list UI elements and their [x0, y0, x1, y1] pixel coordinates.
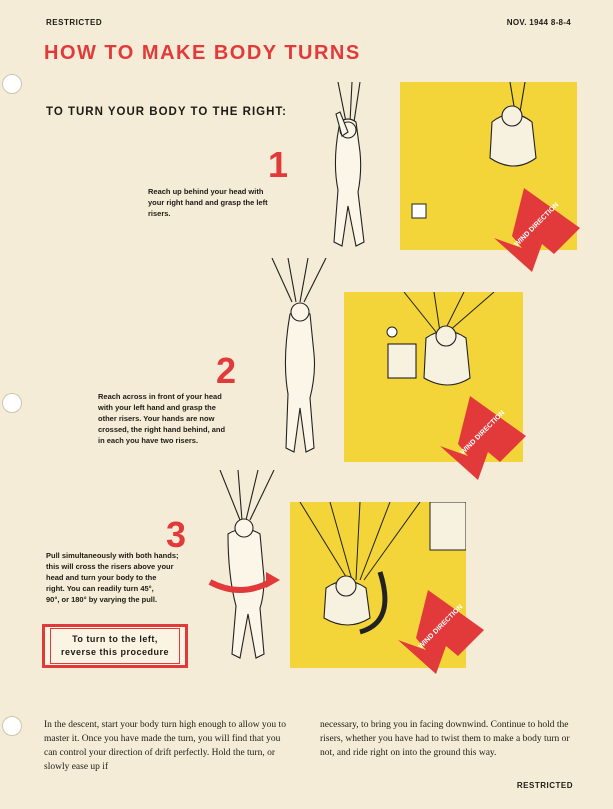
date-code: NOV. 1944 8-8-4: [506, 18, 571, 27]
classification-header: RESTRICTED: [46, 18, 103, 27]
binder-hole: [2, 716, 22, 736]
wind-arrow-2: [440, 396, 526, 480]
classification-footer: RESTRICTED: [516, 781, 573, 790]
binder-hole: [2, 393, 22, 413]
step-number-1: 1: [268, 144, 289, 185]
page-subtitle: TO TURN YOUR BODY TO THE RIGHT:: [46, 106, 287, 118]
wind-label: WIND DIRECTION: [417, 603, 465, 651]
figure-step2: [266, 258, 336, 458]
wind-arrow-3: [398, 590, 484, 674]
step-number-2: 2: [216, 350, 237, 391]
body-text-right: necessary, to bring you in facing downwind. Continue to hold the risers, whether you have had to twist them to make a body turn or not, and ride right on into the ground this way.: [320, 720, 570, 758]
wind-label: WIND DIRECTION: [459, 409, 507, 457]
figure-step1: [318, 82, 378, 262]
step-number-3: 3: [166, 514, 187, 555]
wind-arrow-1: [494, 188, 580, 272]
step-text-1: Reach up behind your head with your right hand and grasp the left risers.: [148, 187, 268, 218]
step-text-2: Reach across in front of your head with your left hand and grasp the other risers. Your hands are now crossed, the right hand behind, and in each you have two risers.: [98, 392, 226, 445]
figure-step3: [210, 470, 280, 660]
wind-label: WIND DIRECTION: [513, 201, 561, 249]
reverse-procedure-note: To turn to the left, reverse this procedure: [42, 624, 188, 668]
body-text-left: In the descent, start your body turn high enough to allow you to master it. Once you have made the turn, you will find that you can control your direction of drift perfectly. Hold the turn, or slowly ease up if: [44, 720, 286, 772]
page-title: HOW TO MAKE BODY TURNS: [44, 42, 361, 64]
binder-hole: [2, 74, 22, 94]
step-text-3: Pull simultaneously with both hands; this will cross the risers above your head and turn your body to the right. You can readily turn 45°, 90°, or 180° by varying the pull.: [46, 551, 179, 604]
turn-arrow-icon: [206, 570, 280, 594]
